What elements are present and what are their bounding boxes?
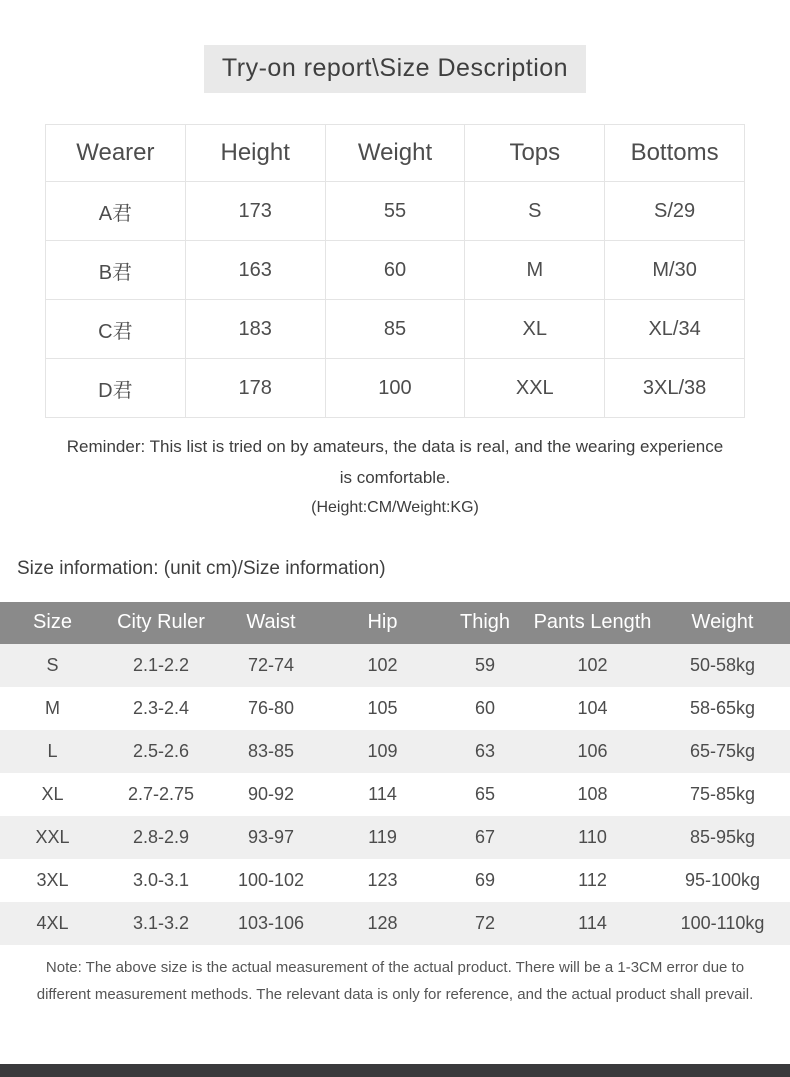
cell-size: S [0, 644, 105, 687]
cell-weight: 85 [325, 300, 465, 359]
cell-size: XXL [0, 816, 105, 859]
cell-wearer: D君 [46, 359, 186, 418]
table-row [46, 182, 745, 241]
cell-weight: 100-110kg [655, 902, 790, 945]
cell-hip: 105 [325, 687, 440, 730]
table-row [0, 859, 790, 902]
size-col-waist: Waist [217, 602, 325, 644]
table-row [46, 359, 745, 418]
size-info-heading: Size information: (unit cm)/Size information) [17, 557, 386, 579]
cell-weight: 100 [325, 359, 465, 418]
cell-pants-length: 110 [530, 816, 655, 859]
cell-thigh: 60 [440, 687, 530, 730]
cell-height: 173 [185, 182, 325, 241]
cell-weight: 50-58kg [655, 644, 790, 687]
cell-thigh: 67 [440, 816, 530, 859]
cell-weight: 75-85kg [655, 773, 790, 816]
cell-bottoms: M/30 [605, 241, 745, 300]
tryon-col-weight: Weight [325, 125, 465, 182]
table-row [0, 773, 790, 816]
cell-pants-length: 112 [530, 859, 655, 902]
table-header-row [0, 602, 790, 644]
table-row [0, 644, 790, 687]
table-row [0, 902, 790, 945]
cell-city-ruler: 2.1-2.2 [105, 644, 217, 687]
tryon-col-height: Height [185, 125, 325, 182]
cell-tops: M [465, 241, 605, 300]
cell-waist: 90-92 [217, 773, 325, 816]
cell-hip: 119 [325, 816, 440, 859]
cell-height: 178 [185, 359, 325, 418]
cell-weight: 60 [325, 241, 465, 300]
cell-wearer: C君 [46, 300, 186, 359]
size-col-size: Size [0, 602, 105, 644]
cell-hip: 102 [325, 644, 440, 687]
cell-waist: 103-106 [217, 902, 325, 945]
tryon-col-bottoms: Bottoms [605, 125, 745, 182]
units-note: (Height:CM/Weight:KG) [311, 498, 479, 516]
cell-height: 163 [185, 241, 325, 300]
tryon-report-table [45, 124, 745, 418]
cell-thigh: 65 [440, 773, 530, 816]
cell-size: 3XL [0, 859, 105, 902]
cell-waist: 100-102 [217, 859, 325, 902]
cell-bottoms: XL/34 [605, 300, 745, 359]
cell-pants-length: 102 [530, 644, 655, 687]
cell-city-ruler: 2.3-2.4 [105, 687, 217, 730]
cell-city-ruler: 2.7-2.75 [105, 773, 217, 816]
cell-waist: 72-74 [217, 644, 325, 687]
cell-tops: S [465, 182, 605, 241]
cell-size: M [0, 687, 105, 730]
cell-hip: 114 [325, 773, 440, 816]
cell-size: XL [0, 773, 105, 816]
table-row [46, 241, 745, 300]
cell-weight: 95-100kg [655, 859, 790, 902]
tryon-col-wearer: Wearer [46, 125, 186, 182]
size-col-city-ruler: City Ruler [105, 602, 217, 644]
cell-tops: XXL [465, 359, 605, 418]
cell-weight: 58-65kg [655, 687, 790, 730]
cell-wearer: B君 [46, 241, 186, 300]
cell-weight: 85-95kg [655, 816, 790, 859]
size-col-hip: Hip [325, 602, 440, 644]
cell-weight: 55 [325, 182, 465, 241]
cell-hip: 123 [325, 859, 440, 902]
cell-city-ruler: 2.8-2.9 [105, 816, 217, 859]
reminder-text: Reminder: This list is tried on by amateurs, the data is real, and the wearing experience is comfortable. [66, 437, 724, 488]
bottom-divider-bar [0, 1064, 790, 1077]
cell-size: L [0, 730, 105, 773]
cell-weight: 65-75kg [655, 730, 790, 773]
cell-wearer: A君 [46, 182, 186, 241]
cell-city-ruler: 3.0-3.1 [105, 859, 217, 902]
cell-hip: 109 [325, 730, 440, 773]
cell-pants-length: 108 [530, 773, 655, 816]
cell-thigh: 63 [440, 730, 530, 773]
table-row [46, 300, 745, 359]
cell-bottoms: S/29 [605, 182, 745, 241]
table-row [0, 816, 790, 859]
tryon-col-tops: Tops [465, 125, 605, 182]
table-row [0, 687, 790, 730]
size-col-thigh: Thigh [440, 602, 530, 644]
size-information-table [0, 602, 790, 945]
cell-tops: XL [465, 300, 605, 359]
cell-pants-length: 106 [530, 730, 655, 773]
size-col-pants-length: Pants Length [530, 602, 655, 644]
table-header-row [46, 125, 745, 182]
cell-hip: 128 [325, 902, 440, 945]
cell-bottoms: 3XL/38 [605, 359, 745, 418]
cell-waist: 93-97 [217, 816, 325, 859]
cell-pants-length: 104 [530, 687, 655, 730]
cell-thigh: 59 [440, 644, 530, 687]
cell-city-ruler: 2.5-2.6 [105, 730, 217, 773]
cell-height: 183 [185, 300, 325, 359]
cell-thigh: 69 [440, 859, 530, 902]
page-title: Try-on report\Size Description [204, 45, 586, 93]
size-col-weight: Weight [655, 602, 790, 644]
measurement-note: Note: The above size is the actual measurement of the actual product. There will be a 1-3CM error due to different measurement methods. The relevant data is only for reference, and the actual product shall prevail. [36, 958, 754, 1003]
table-row [0, 730, 790, 773]
cell-pants-length: 114 [530, 902, 655, 945]
cell-waist: 83-85 [217, 730, 325, 773]
cell-size: 4XL [0, 902, 105, 945]
cell-thigh: 72 [440, 902, 530, 945]
title-wrap [0, 0, 790, 93]
cell-waist: 76-80 [217, 687, 325, 730]
cell-city-ruler: 3.1-3.2 [105, 902, 217, 945]
